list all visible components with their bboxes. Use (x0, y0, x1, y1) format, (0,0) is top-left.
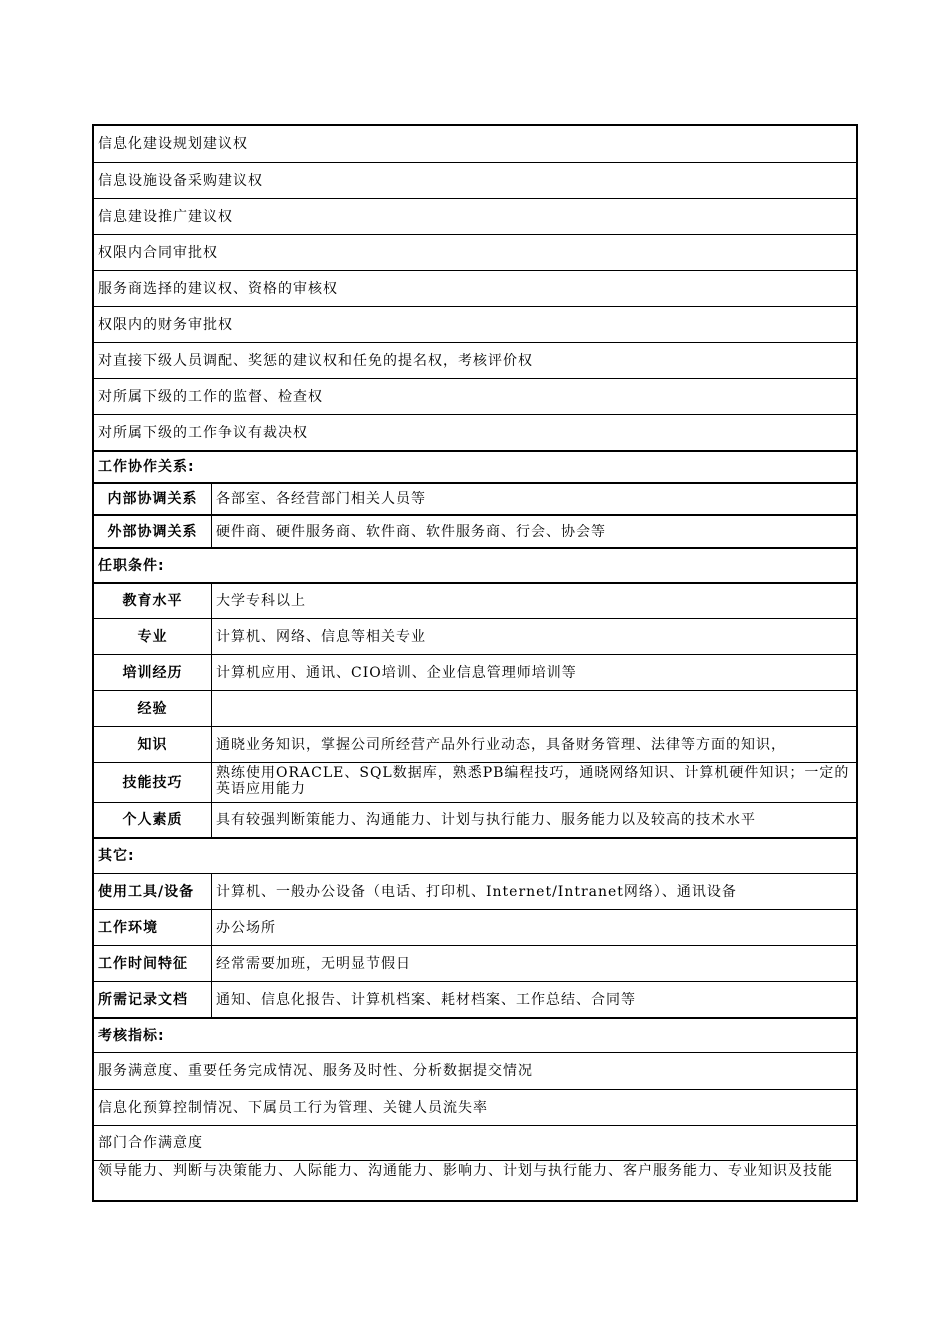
qualifications-header-row (94, 547, 856, 582)
assessment-item: 领导能力、判断与决策能力、人际能力、沟通能力、影响力、计划与执行能力、客户服务能力、专业知识及技能 (98, 1163, 833, 1179)
row-value: 大学专科以上 (216, 593, 306, 609)
other-row (94, 981, 856, 1017)
row-value: 计算机、网络、信息等相关专业 (216, 628, 426, 645)
other-row (94, 909, 856, 945)
section-title-collaboration: 工作协作关系: (98, 459, 195, 475)
authority-item: 对所属下级的工作的监督、检查权 (98, 388, 323, 405)
authority-row (94, 234, 856, 270)
section-title-assessment: 考核指标: (98, 1027, 165, 1044)
authority-item: 对所属下级的工作争议有裁决权 (98, 424, 308, 441)
authority-item: 对直接下级人员调配、奖惩的建议权和任免的提名权，考核评价权 (98, 352, 533, 369)
row-label: 外部协调关系 (94, 516, 212, 547)
other-row (94, 873, 856, 909)
collaboration-header-row (94, 450, 856, 482)
authority-row (94, 414, 856, 450)
row-value: 计算机应用、通讯、CIO培训、企业信息管理师培训等 (216, 664, 577, 681)
row-label: 知识 (94, 727, 212, 762)
qualification-row (94, 618, 856, 654)
authority-item: 权限内合同审批权 (98, 244, 218, 261)
collaboration-row (94, 482, 856, 514)
other-row (94, 945, 856, 981)
row-label: 技能技巧 (94, 763, 212, 802)
other-header-row (94, 837, 856, 873)
row-value: 熟练使用ORACLE、SQL数据库，熟悉PB编程技巧，通晓网络知识、计算机硬件知识；一定的英语应用能力 (216, 765, 850, 797)
qualification-row (94, 802, 856, 837)
job-description-table (92, 124, 858, 1202)
collaboration-row (94, 514, 856, 547)
qualification-row (94, 582, 856, 618)
row-label: 工作时间特征 (94, 946, 212, 981)
assessment-row (94, 1160, 856, 1200)
row-label: 个人素质 (94, 803, 212, 837)
authority-row (94, 198, 856, 234)
assessment-item: 部门合作满意度 (98, 1135, 203, 1151)
row-value: 经常需要加班，无明显节假日 (216, 955, 411, 972)
qualification-row (94, 654, 856, 690)
qualification-row (94, 762, 856, 802)
qualification-row (94, 690, 856, 726)
authority-item: 服务商选择的建议权、资格的审核权 (98, 280, 338, 297)
row-value: 通知、信息化报告、计算机档案、耗材档案、工作总结、合同等 (216, 991, 636, 1008)
assessment-item: 信息化预算控制情况、下属员工行为管理、关键人员流失率 (98, 1099, 488, 1116)
row-value: 具有较强判断策能力、沟通能力、计划与执行能力、服务能力以及较高的技术水平 (216, 812, 756, 828)
assessment-row (94, 1052, 856, 1089)
authority-row (94, 378, 856, 414)
row-label: 所需记录文档 (94, 982, 212, 1017)
assessment-item: 服务满意度、重要任务完成情况、服务及时性、分析数据提交情况 (98, 1063, 533, 1079)
section-title-qualifications: 任职条件: (98, 557, 165, 574)
authority-row (94, 162, 856, 198)
row-value: 办公场所 (216, 919, 276, 936)
assessment-row (94, 1125, 856, 1160)
authority-item: 信息建设推广建议权 (98, 208, 233, 225)
assessment-header-row (94, 1017, 856, 1052)
qualification-row (94, 726, 856, 762)
row-value: 计算机、一般办公设备（电话、打印机、Internet/Intranet网络）、通讯设备 (216, 883, 737, 900)
row-label: 教育水平 (94, 584, 212, 618)
authority-item: 信息化建设规划建议权 (98, 136, 248, 152)
row-value: 各部室、各经营部门相关人员等 (216, 491, 426, 507)
row-value (212, 691, 856, 726)
authority-item: 信息设施设备采购建议权 (98, 172, 263, 189)
row-label: 培训经历 (94, 655, 212, 690)
row-label: 使用工具/设备 (94, 874, 212, 909)
row-label: 专业 (94, 619, 212, 654)
authority-row (94, 306, 856, 342)
row-label: 工作环境 (94, 910, 212, 945)
row-label: 经验 (94, 691, 212, 726)
assessment-row (94, 1089, 856, 1125)
authority-row (94, 126, 856, 162)
section-title-other: 其它: (98, 848, 135, 864)
row-value: 硬件商、硬件服务商、软件商、软件服务商、行会、协会等 (216, 523, 606, 540)
authority-item: 权限内的财务审批权 (98, 316, 233, 333)
authority-row (94, 270, 856, 306)
row-value: 通晓业务知识，掌握公司所经营产品外行业动态，具备财务管理、法律等方面的知识， (216, 736, 786, 753)
authority-row (94, 342, 856, 378)
row-label: 内部协调关系 (94, 484, 212, 514)
